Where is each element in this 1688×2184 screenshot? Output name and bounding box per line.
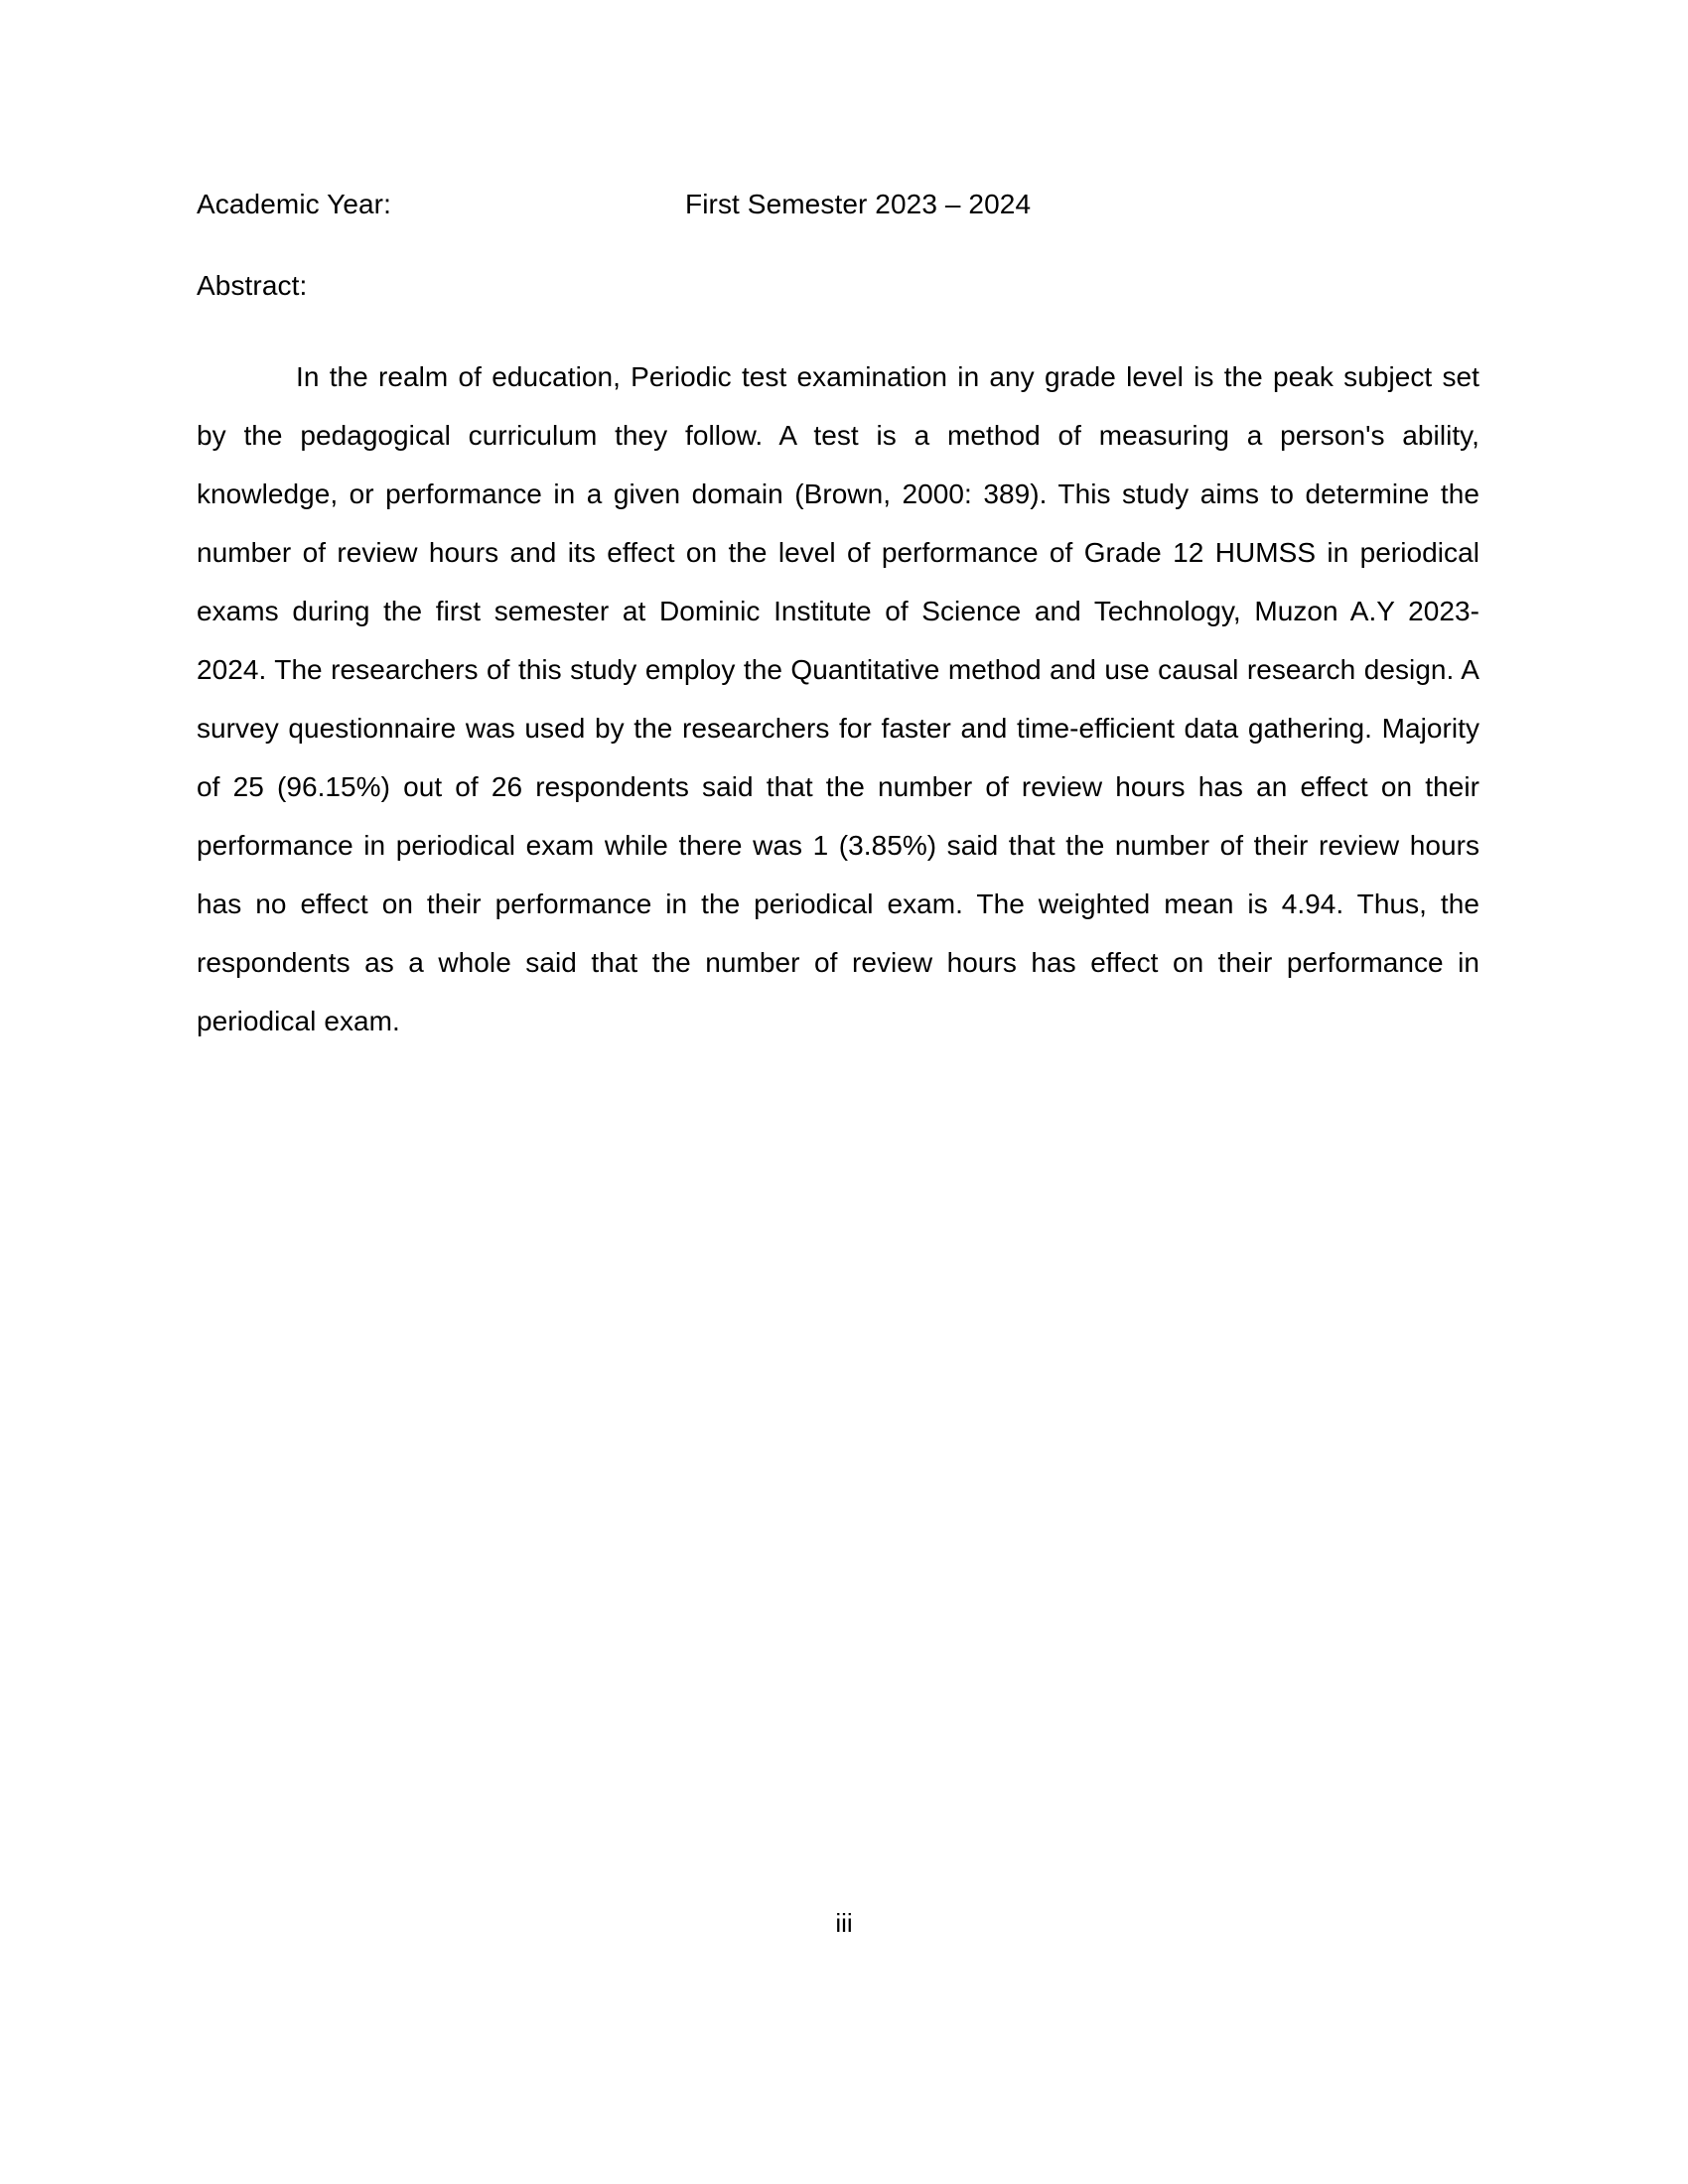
abstract-heading: Abstract:: [197, 270, 308, 301]
page-number: iii: [835, 1908, 853, 1938]
page-content: [197, 185, 1479, 1078]
academic-year-value: First Semester 2023 – 2024: [685, 189, 1032, 219]
abstract-paragraph: In the realm of education, Periodic test examination in any grade level is the peak subject set by the pedagogical curriculum they follow. A test is a method of measuring a person's ability, knowledge, or performance in a given domain (Brown, 2000: 389). This study aims to determine the number of review hours and its effect on the level of performance of Grade 12 HUMSS in periodical exams during the first semester at Dominic Institute of Science and Technology, Muzon A.Y 2023- 2024. The researchers of this study employ the Quantitative method and use causal research design. A survey questionnaire was used by the researchers for faster and time-efficient data gathering. Majority of 25 (96.15%) out of 26 respondents said that the number of review hours has an effect on their performance in periodical exam while there was 1 (3.85%) said that the number of their review hours has no effect on their performance in the periodical exam. The weighted mean is 4.94. Thus, the respondents as a whole said that the number of review hours has effect on their performance in periodical exam.: [197, 361, 1479, 1036]
academic-year-label: Academic Year:: [197, 189, 391, 219]
academic-year-line: [197, 185, 1479, 224]
